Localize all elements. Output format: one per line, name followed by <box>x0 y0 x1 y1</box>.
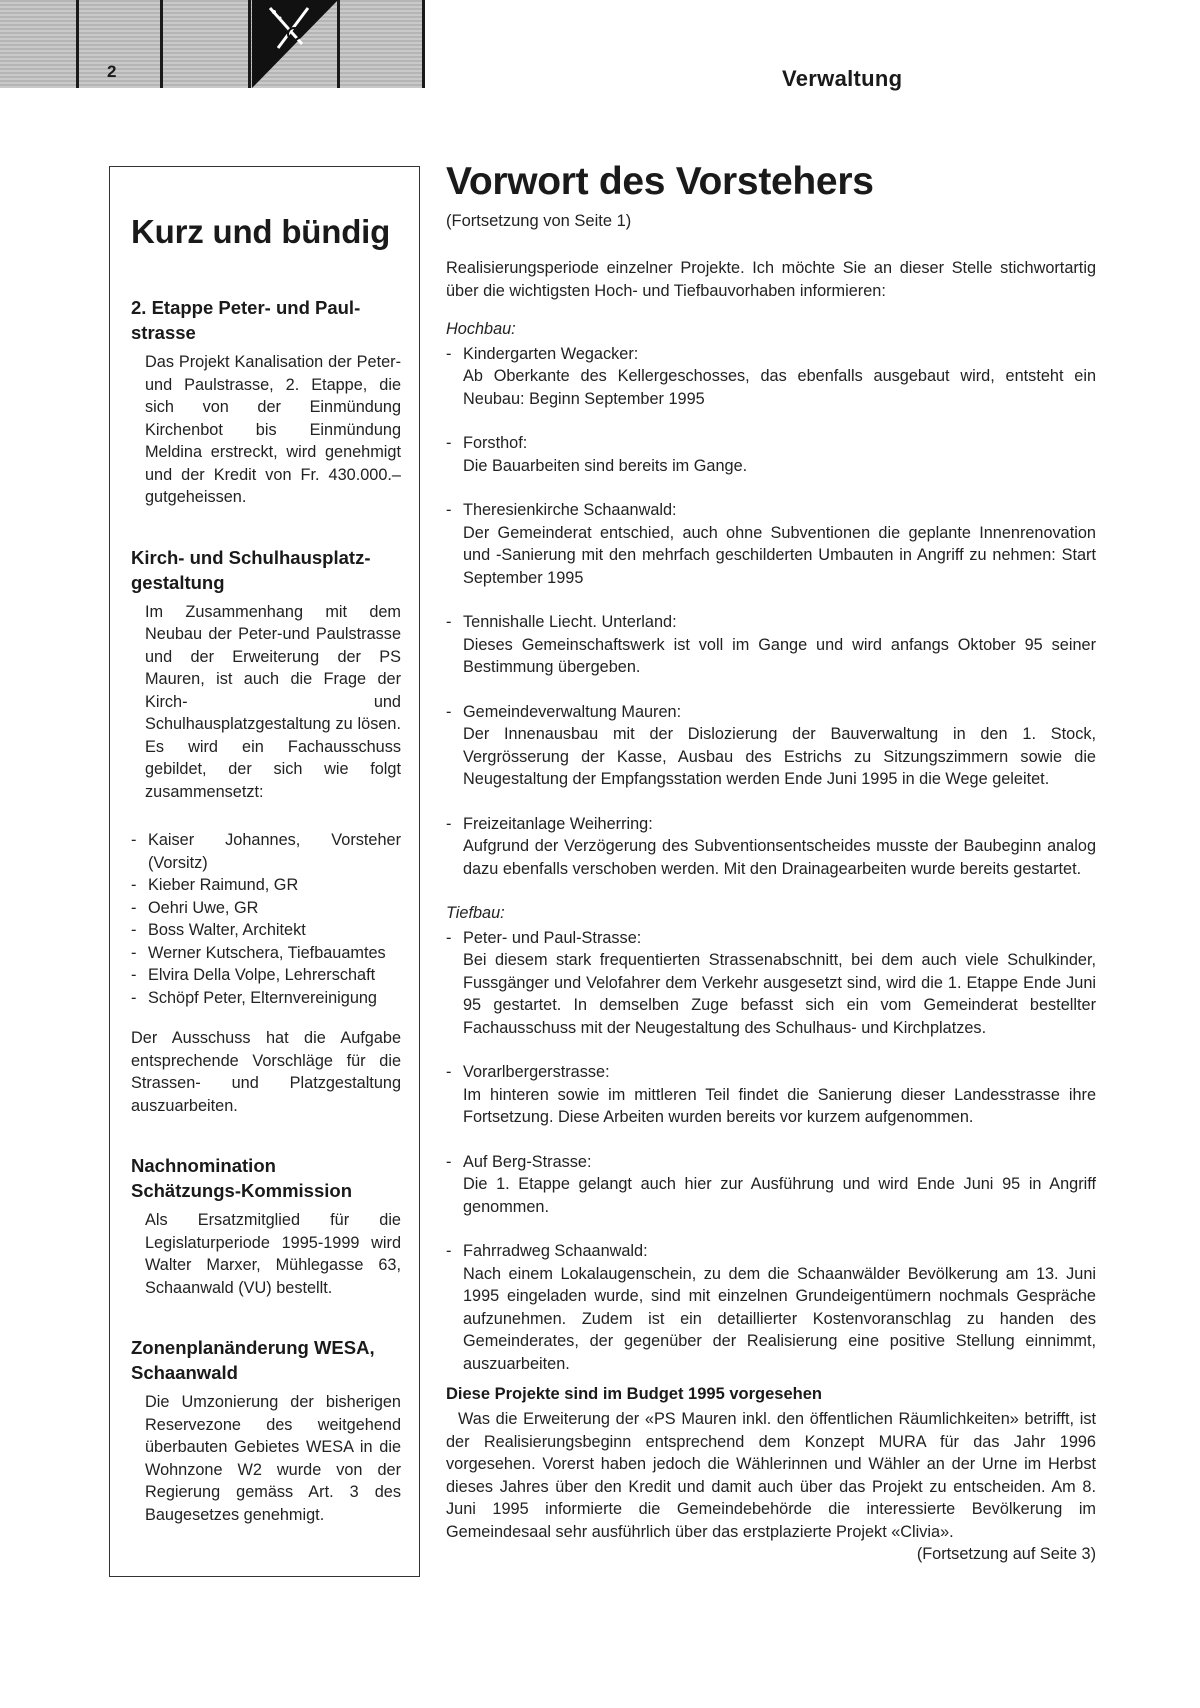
article-title: Vorwort des Vorstehers <box>446 160 874 203</box>
item-name: - Peter- und Paul-Strasse: <box>463 928 642 947</box>
list-item <box>446 1061 1096 1129</box>
item-desc: Der Gemeinderat entschied, auch ohne Subventionen die geplante Innenrenovation und -Sanierung mit den mehrfach geschilderten Umbauten in Angriff zu nehmen: Start September 1995 <box>463 523 1096 587</box>
page-number: 2 <box>107 62 117 81</box>
item-name: - Auf Berg-Strasse: <box>463 1152 592 1171</box>
list-item <box>446 499 1096 589</box>
sidebar-box <box>109 166 420 1577</box>
item-desc: Nach einem Lokalaugenschein, zu dem die Schaanwälder Bevölkerung am 13. Juni 1995 eingeladen wurde, sind mit einzelnen Grundeigentümern nochmals Gespräche aufzunehmen. Zudem ist ein detaillierter Kostenvoranschlag zu handen des Gemeinderates, der gegenüber der Realisierung eine positive Stellung einnimmt, auszuarbeiten. <box>463 1264 1096 1373</box>
list-item <box>446 611 1096 679</box>
item-name: - Kindergarten Wegacker: <box>463 344 639 363</box>
item-desc: Die 1. Etappe gelangt auch hier zur Ausführung und wird Ende Juni 95 in Angriff genommen. <box>463 1175 1096 1216</box>
sidebar-section-etappe <box>131 295 401 509</box>
list-item <box>446 432 1096 477</box>
article-intro: Realisierungsperiode einzelner Projekte. Ich möchte Sie an dieser Stelle stichwortartig über die wichtigsten Hoch- und Tiefbauvorhaben informieren: <box>446 259 1096 300</box>
sidebar-section-platzgestaltung <box>131 545 401 1118</box>
sidebar-heading: 2. Etappe Peter- und Paul- strasse <box>131 297 361 343</box>
item-desc: Dieses Gemeinschaftswerk ist voll im Gange und wird anfangs Oktober 95 seiner Bestimmung übergeben. <box>463 635 1096 676</box>
municipality-logo-icon <box>250 0 340 88</box>
sidebar-heading: Zonenplanänderung WESA, Schaanwald <box>131 1337 375 1383</box>
sidebar-text: Im Zusammenhang mit dem Neubau der Peter-und Paulstrasse und der Erweiterung der PS Mauren, ist auch die Frage der Kirch- und Schulhausplatzgestaltung zu lösen. Es wird ein Fachausschuss gebildet, der sich wie folgt zusammensetzt: <box>145 602 401 801</box>
list-item: - Schöpf Peter, Elternvereinigung <box>131 987 401 1010</box>
list-item: - Elvira Della Volpe, Lehrerschaft <box>131 964 401 987</box>
sidebar-section-kommission <box>131 1153 401 1299</box>
item-name: - Tennishalle Liecht. Unterland: <box>463 613 677 631</box>
list-item <box>446 343 1096 411</box>
sidebar-text: Die Umzonierung der bisherigen Reservezone des weitgehend überbauten Gebietes WESA in die Wohnzone W2 wurde von der Regierung gemäss Art. 3 des Baugesetzes genehmigt. <box>145 1393 401 1524</box>
list-item: - Oehri Uwe, GR <box>131 897 401 920</box>
committee-members-list <box>131 829 401 1009</box>
item-name: - Vorarlbergerstrasse: <box>463 1063 610 1081</box>
list-item: - Kaiser Johannes, Vorsteher (Vorsitz) <box>131 829 401 874</box>
budget-heading: Diese Projekte sind im Budget 1995 vorgesehen <box>446 1385 822 1403</box>
item-desc: Aufgrund der Verzögerung des Subventionsentscheides musste der Baubeginn analog dazu ebenfalls verschoben werden. Mit den Drainagearbeiten wurde bereits gestartet. <box>463 837 1096 878</box>
list-item <box>446 1240 1096 1375</box>
category-label-hochbau: Hochbau: <box>446 320 516 338</box>
item-name: - Freizeitanlage Weiherring: <box>463 814 653 833</box>
list-item: - Kieber Raimund, GR <box>131 874 401 897</box>
list-item <box>446 701 1096 791</box>
header-strip <box>0 0 425 88</box>
header-divider <box>422 0 425 88</box>
list-item <box>446 1151 1096 1219</box>
header-divider <box>160 0 163 88</box>
item-desc: Der Innenausbau mit der Dislozierung der Bauverwaltung in den 1. Stock, Vergrösserung der Kasse, Ausbau des Estrichs zu Sitzungszimmern sowie die Neugestaltung der Empfangsstation werden Ende Juni 1995 in die Wege geleitet. <box>463 725 1096 788</box>
budget-body: Was die Erweiterung der «PS Mauren inkl. den öffentlichen Räumlichkeiten» betrifft, ist der Realisierungsbeginn entsprechend dem Konzept MURA für das Jahr 1996 vorgesehen. Vorerst haben jedoch die Wählerinnen und Wähler an der Urne im Herbst dieses Jahres über den Kredit und damit auch über das Projekt zu entscheiden. Am 8. Juni 1995 informierte die Gemeindebehörde die interessierte Bevölkerung im Gemeindesaal sehr ausführlich über das erstplazierte Projekt «Clivia». <box>446 1410 1096 1541</box>
list-item <box>446 813 1096 881</box>
sidebar-text: Als Ersatzmitglied für die Legislaturperiode 1995-1999 wird Walter Marxer, Mühlegasse 63, Schaanwald (VU) bestellt. <box>145 1211 401 1297</box>
main-article <box>446 160 1096 1566</box>
list-item <box>446 927 1096 1040</box>
list-item: - Boss Walter, Architekt <box>131 919 401 942</box>
category-label-tiefbau: Tiefbau: <box>446 904 505 922</box>
item-desc: Bei diesem stark frequentierten Strassenabschnitt, bei dem auch viele Schulkinder, Fussgänger und Velofahrer dem Verkehr ausgesetzt sind, wird die 1. Etappe Ende Juni 95 gestartet. In demselben Zuge befasst sich ein vom Gemeinderat bestellter Fachausschuss mit der Neugestaltung des Schulhaus- und Kirchplatzes. <box>463 951 1096 1037</box>
budget-text <box>446 1408 1096 1563</box>
sidebar-heading: Kirch- und Schulhausplatz- gestaltung <box>131 546 371 593</box>
sidebar-text: Das Projekt Kanalisation der Peter-und Paulstrasse, 2. Etappe, die sich von der Einmündung Kirchenbot bis Einmündung Meldina erstreckt, wird genehmigt und der Kredit von Fr. 430.000.– gutgeheissen. <box>145 353 401 506</box>
item-desc: Die Bauarbeiten sind bereits im Gange. <box>463 456 748 475</box>
item-name: - Fahrradweg Schaanwald: <box>463 1242 648 1260</box>
section-header: Verwaltung <box>782 66 903 91</box>
item-name: - Forsthof: <box>463 434 528 452</box>
item-name: - Gemeindeverwaltung Mauren: <box>463 702 682 721</box>
sidebar-text: Der Ausschuss hat die Aufgabe entsprechende Vorschläge für die Strassen- und Platzgestaltung auszuarbeiten. <box>131 1029 401 1115</box>
continued-note: (Fortsetzung auf Seite 3) <box>916 1545 1096 1563</box>
header-divider <box>76 0 79 88</box>
item-desc: Ab Oberkante des Kellergeschosses, das ebenfalls ausgebaut wird, entsteht ein Neubau: Beginn September 1995 <box>463 367 1096 408</box>
item-desc: Im hinteren sowie im mittleren Teil findet die Sanierung dieser Landesstrasse ihre Fortsetzung. Diese Arbeiten wurden bereits vor kurzem aufgenommen. <box>463 1085 1096 1126</box>
list-item: - Werner Kutschera, Tiefbauamtes <box>131 942 401 965</box>
sidebar-heading: Nachnomination Schätzungs-Kommission <box>131 1155 352 1201</box>
sidebar-title: Kurz und bündig <box>131 213 391 250</box>
sidebar-section-zonenplan <box>131 1335 401 1526</box>
article-subtitle: (Fortsetzung von Seite 1) <box>446 212 632 230</box>
item-name: - Theresienkirche Schaanwald: <box>463 501 677 519</box>
